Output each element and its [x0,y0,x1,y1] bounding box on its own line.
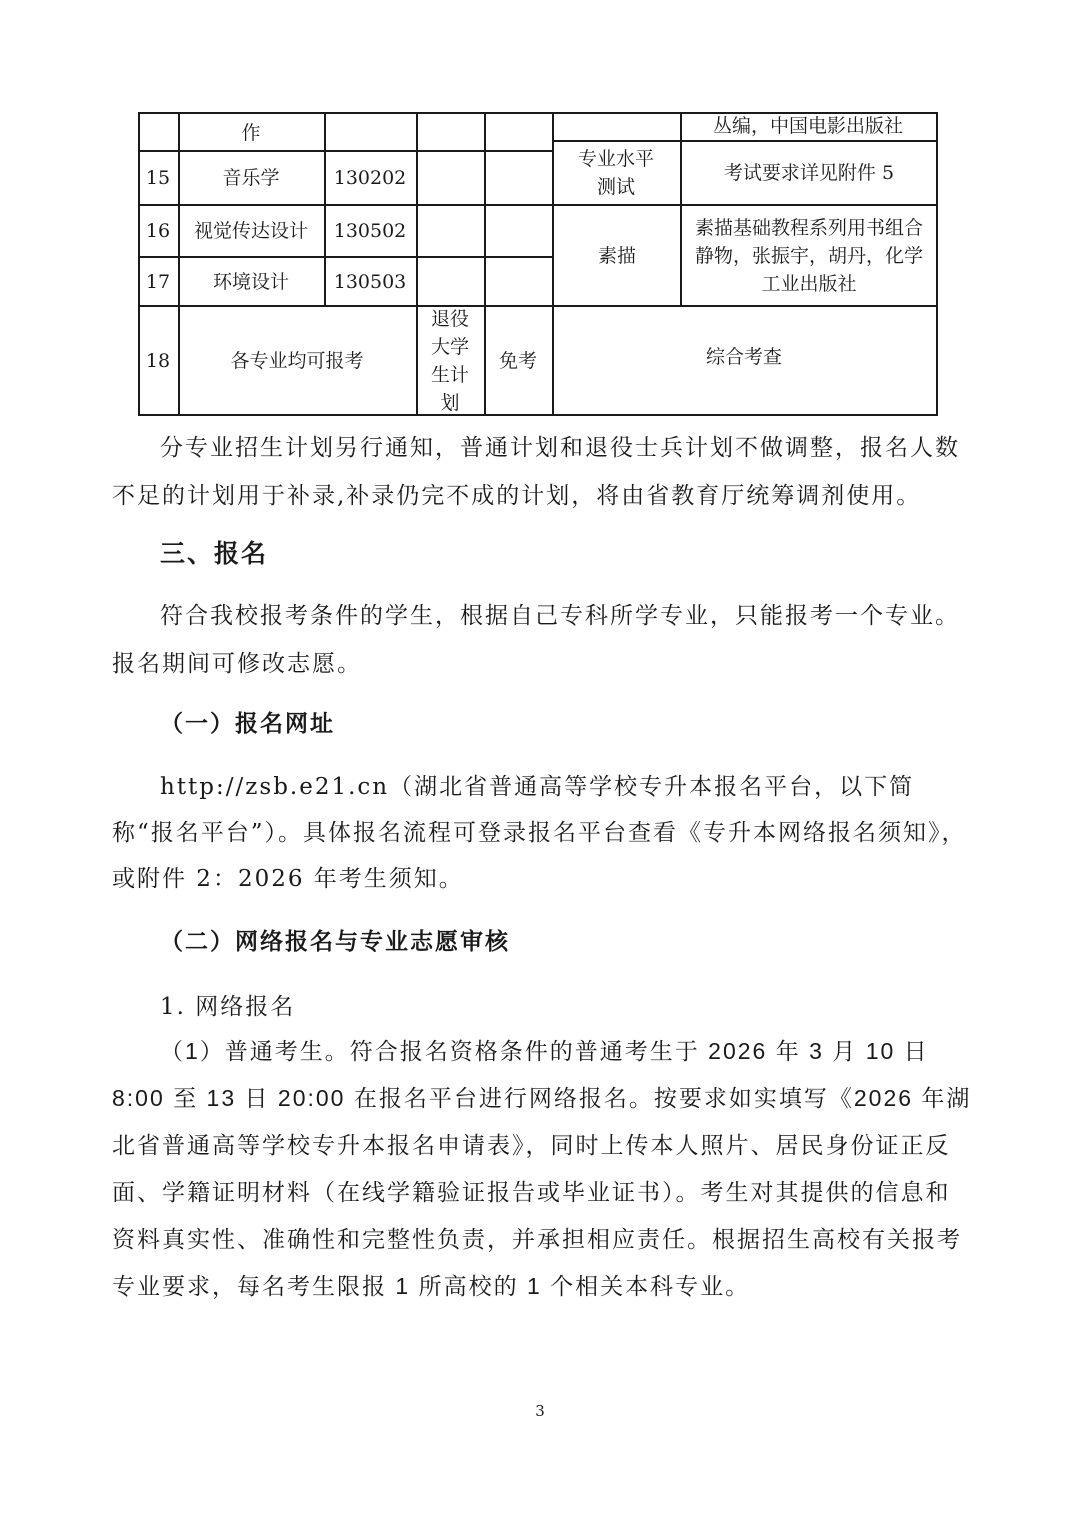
cell-top-book: 丛编，中国电影出版社 [712,115,903,137]
row-plan: 退役大学生计划 [430,307,469,414]
paragraph-registration: 符合我校报考条件的学生，根据自己专科所学专业，只能报考一个专业。报名期间可修改志愿。 [112,603,960,677]
row-no: 16 [145,220,171,242]
admission-table [138,112,938,416]
row-major: 各专业均可报考 [230,349,364,372]
paragraph-plan-note: 分专业招生计划另行通知，普通计划和退役士兵计划不做调整，报名人数不足的计划用于补录,补录仍完不成的计划，将由省教育厅统筹调剂使用。 [112,435,960,509]
subheading-website: （一）报名网址 [160,710,335,737]
paragraph-ordinary-candidates: （1）普通考生。符合报名资格条件的普通考生于 2026 年 3 月 10 日 8:00 至 13 日 20:00 在报名平台进行网络报名。按要求如实填写《2026 年湖北省普通高等学校专升本报名申请表》，同时上传本人照片、居民身份证正反面、学籍证明材料（在线学籍验证报告或毕业证书）。考生对其提供的信息和资料真实性、准确性和完整性负责，并承担相应责任。根据招生高校有关报考专业要求，每名考生限报 1 所高校的 1 个相关本科专业。 [112,1038,972,1299]
exam-art: 素描 [597,244,636,267]
row-code: 130502 [333,220,407,242]
req-music: 考试要求详见附件 5 [723,162,895,184]
row-exam: 免考 [498,349,537,372]
row-no: 17 [145,270,171,293]
subheading-online-registration: （二）网络报名与专业志愿审核 [160,928,510,955]
row-content: 综合考查 [705,346,782,368]
row-major: 音乐学 [222,167,280,189]
page-number: 3 [535,1402,545,1420]
row-no: 18 [145,349,171,372]
book-art: 素描基础教程系列用书组合静物，张振宇，胡丹，化学工业出版社 [694,216,923,295]
paragraph-website: http://zsb.e21.cn（湖北省普通高等学校专升本报名平台，以下简称“报名平台”）。具体报名流程可登录报名平台查看《专升本网络报名须知》，或附件 2：2026 年考生须知。 [112,774,967,892]
row-code: 130202 [333,167,407,189]
exam-music: 专业水平测试 [577,148,654,198]
row-code: 130503 [333,270,407,293]
cell-top-major: 作 [241,122,261,144]
row-major: 环境设计 [212,270,289,293]
row-no: 15 [145,167,171,189]
item-online-registration: 1. 网络报名 [160,994,296,1020]
section-heading-registration: 三、报名 [160,539,269,568]
row-major: 视觉传达设计 [193,220,308,242]
